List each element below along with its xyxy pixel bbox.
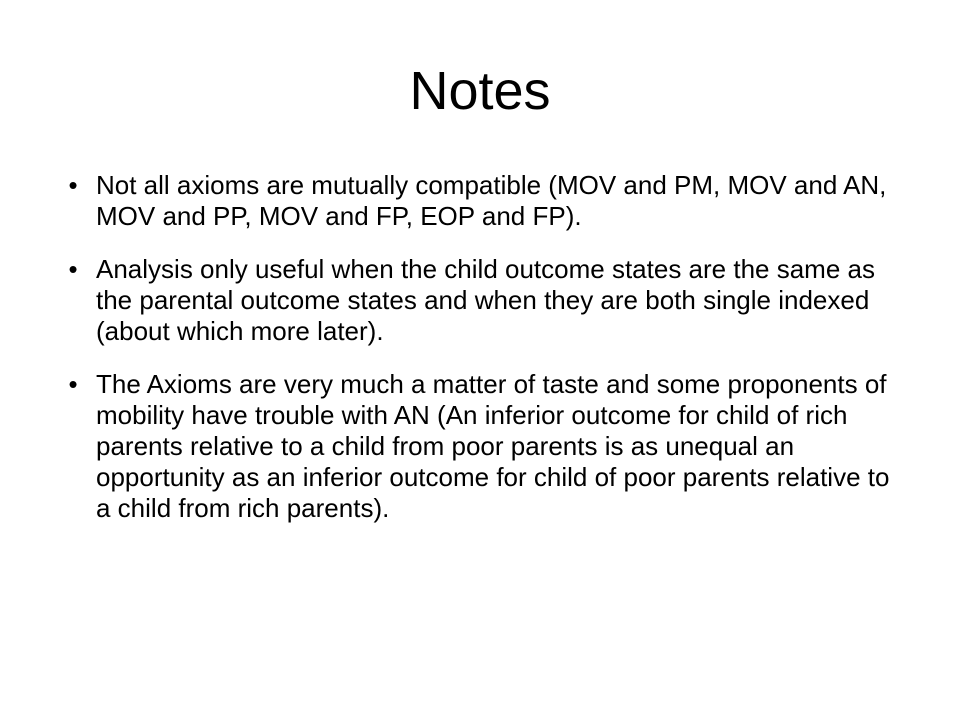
bullet-icon: • [68, 170, 78, 200]
bullet-icon: • [68, 254, 78, 284]
slide-title: Notes [409, 61, 551, 121]
bullet-text: Not all axioms are mutually compatible (MOV and PM, MOV and AN, MOV and PP, MOV and FP, EOP and FP). [96, 170, 887, 231]
bullet-icon: • [68, 369, 78, 399]
bullet-text: The Axioms are very much a matter of taste and some proponents of mobility have trouble with AN (An inferior outcome for child of rich parents relative to a child from poor parents is as unequal an opportunity as an inferior outcome for child of poor parents relative to a child from rich parents). [96, 369, 890, 523]
bullet-list [60, 170, 910, 546]
list-item [60, 369, 910, 524]
list-item [60, 170, 910, 232]
bullet-text: Analysis only useful when the child outcome states are the same as the parental outcome states and when they are both single indexed (about which more later). [96, 254, 875, 346]
list-item [60, 254, 910, 347]
